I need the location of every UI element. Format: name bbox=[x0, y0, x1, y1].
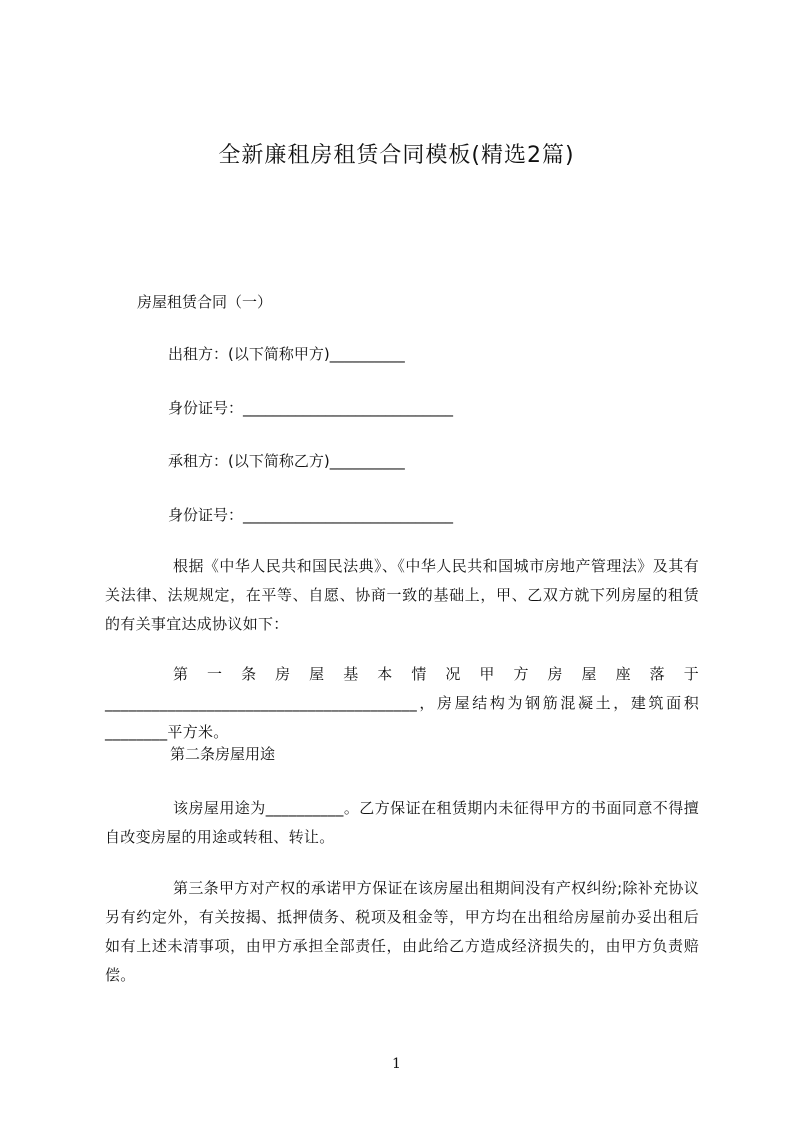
lessee-line: 承租方：(以下简称乙方)__________ bbox=[168, 452, 405, 470]
lessee-id-line: 身份证号：____________________________ bbox=[168, 506, 454, 524]
document-title: 全新廉租房租赁合同模板(精选2篇) bbox=[218, 143, 575, 168]
article-3-paragraph: 第三条甲方对产权的承诺甲方保证在该房屋出租期间没有产权纠纷;除补充协议另有约定外，有关按揭、抵押债务、税项及租金等，甲方均在出租给房屋前办妥出租后如有上述未清事项，由甲方承担全部责任，由此给乙方造成经济损失的，由甲方负责赔偿。 bbox=[105, 879, 699, 984]
section-heading: 房屋租赁合同（一） bbox=[137, 293, 273, 311]
lessor-line: 出租方：(以下简称甲方)__________ bbox=[168, 345, 405, 363]
article-2-heading: 第二条房屋用途 bbox=[170, 745, 276, 763]
lessor-id-line: 身份证号：____________________________ bbox=[168, 399, 454, 417]
article-1-paragraph: 第一条房屋基本情况甲方房屋座落于________________________________________，房屋结构为钢筋混凝土，建筑面积________平方米。 bbox=[105, 665, 699, 741]
page-number: 1 bbox=[392, 1056, 401, 1072]
article-2-paragraph: 该房屋用途为__________。乙方保证在租赁期内未征得甲方的书面同意不得擅自改变房屋的用途或转租、转让。 bbox=[105, 799, 699, 846]
intro-paragraph: 根据《中华人民共和国民法典》、《中华人民共和国城市房地产管理法》及其有关法律、法规规定，在平等、自愿、协商一致的基础上，甲、乙双方就下列房屋的租赁的有关事宜达成协议如下： bbox=[105, 557, 699, 633]
